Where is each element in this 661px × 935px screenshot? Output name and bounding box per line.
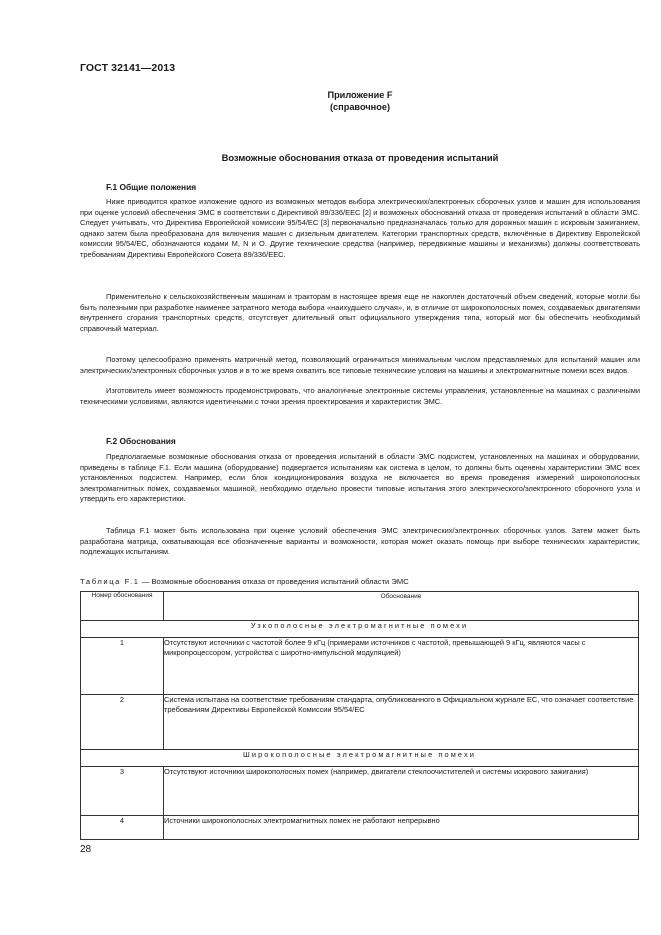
document-id: ГОСТ 32141—2013 — [80, 62, 176, 74]
paragraph: Поэтому целесообразно применять матричный метод, позволяющий ограничиться минимальным числом представляемых для испытаний машин или электрических/электронных сборочных узлов и в то же время охватить все типовые технические условия на машины и электромагнитные помехи всех видов. — [80, 355, 640, 375]
justification-table — [80, 591, 639, 840]
table-header-row — [81, 592, 639, 621]
header-justification: Обоснование — [164, 592, 639, 621]
row-text: Источники широкополосных электромагнитных помех не работают непрерывно — [164, 816, 639, 840]
page-number: 28 — [80, 844, 92, 855]
group-title-narrowband: Узкополосные электромагнитные помехи — [81, 621, 639, 638]
section-heading-f1: F.1 Общие положения — [106, 182, 197, 192]
table-row — [81, 638, 639, 695]
annex-note: (справочное) — [329, 101, 390, 112]
row-number: 2 — [81, 695, 164, 750]
group-title-broadband: Широкополосные электромагнитные помехи — [81, 750, 639, 767]
paragraph: Изготовитель имеет возможность продемонстрировать, что аналогичные электронные системы управления, установленные на машинах с различными техническими условиями, являются идентичными с точки зрения проектирования и характеристик ЭМС. — [80, 386, 640, 406]
table-caption — [80, 577, 409, 586]
paragraph: Ниже приводится краткое изложение одного из возможных методов выбора электрических/электронных сборочных узлов и машин для использования при оценке условий обеспечения ЭМС в соответствии с Директивой 89/336/ЕЕС [2] и возможных обоснований отказа от проведения испытаний в области ЭМС. Следует учитывать, что Директива Европейской комиссии 95/54/ЕС [3] первоначально предназначалась только для дорожных машин с искровым зажиганием, однако затем была преобразована для включения машин с дизельным двигателем. Категории транспортных средств, включённые в Директиву Европейской комиссии 95/54/ЕС, обозначаются кодами M, N и O. Другие технические средства (например, передвижные машины и механизмы) должны соответствовать требованиям Директивы Европейского Совета 89/336/ЕЕС. — [80, 197, 640, 259]
row-number: 1 — [81, 638, 164, 695]
section-heading-f2: F.2 Обоснования — [106, 436, 176, 446]
table-row — [81, 767, 639, 816]
main-title: Возможные обоснования отказа от проведения испытаний — [221, 152, 499, 163]
paragraph: Применительно к сельскохозяйственным машинам и тракторам в настоящее время еще не накоплен достаточный объем сведений, которые могли бы быть полезными при разработке наименее затратного метода выбора «наихудшего случая», и, в отличие от широкополосных помех, создаваемых двигателями внутреннего сгорания транспортных средств, отсутствует длительный опыт официального утверждения типа, который мог бы обеспечить необходимый справочный материал. — [80, 292, 640, 333]
table-row — [81, 695, 639, 750]
paragraph: Таблица F.1 может быть использована при оценке условий обеспечения ЭМС электрических/электронных сборочных узлов. Затем может быть разработана матрица, охватывающая все обозначенные варианты и возможности, которая может оказать помощь при выборе технических характеристик, подлежащих испытаниям. — [80, 526, 640, 557]
table-group-row — [81, 750, 639, 767]
row-number: 3 — [81, 767, 164, 816]
row-number: 4 — [81, 816, 164, 840]
table-row — [81, 816, 639, 840]
table-caption-text: — Возможные обоснования отказа от проведения испытаний области ЭМС — [139, 577, 409, 586]
annex-heading — [80, 90, 640, 113]
paragraph: Предполагаемые возможные обоснования отказа от проведения испытаний в области ЭМС подсистем, установленных на машинах и оборудовании, приведены в таблице F.1. Если машина (оборудование) подвергается испытаниям как система в целом, то должны быть оценены характеристики ЭМС всех установленных подсистем. Например, если блок кондиционирования воздуха не включается во время проведения измерений широкополосных электромагнитных помех, создаваемых машиной, необходимо отдельно провести типовые испытания этого электрического/электронного сборочного узла и утвердить его характеристики. — [80, 452, 640, 504]
row-text: Отсутствуют источники с частотой более 9 кГц (примерами источников с частотой, превышающей 9 кГц, являются часы с микропроцессором, устройства с широтно-импульсной модуляцией) — [164, 638, 639, 695]
row-text: Система испытана на соответствие требованиям стандарта, опубликованного в Официальном журнале ЕС, что означает соответствие требованиям Директивы Европейской Комиссии 95/54/ЕС — [164, 695, 639, 750]
table-caption-prefix: Таблица F.1 — [80, 577, 140, 586]
annex-title: Приложение F — [327, 90, 393, 100]
header-number: Номер обоснования — [81, 592, 164, 621]
row-text: Отсутствуют источники широкополосных помех (например, двигатели стеклоочистителей и системы искрового зажигания) — [164, 767, 639, 816]
table-group-row — [81, 621, 639, 638]
